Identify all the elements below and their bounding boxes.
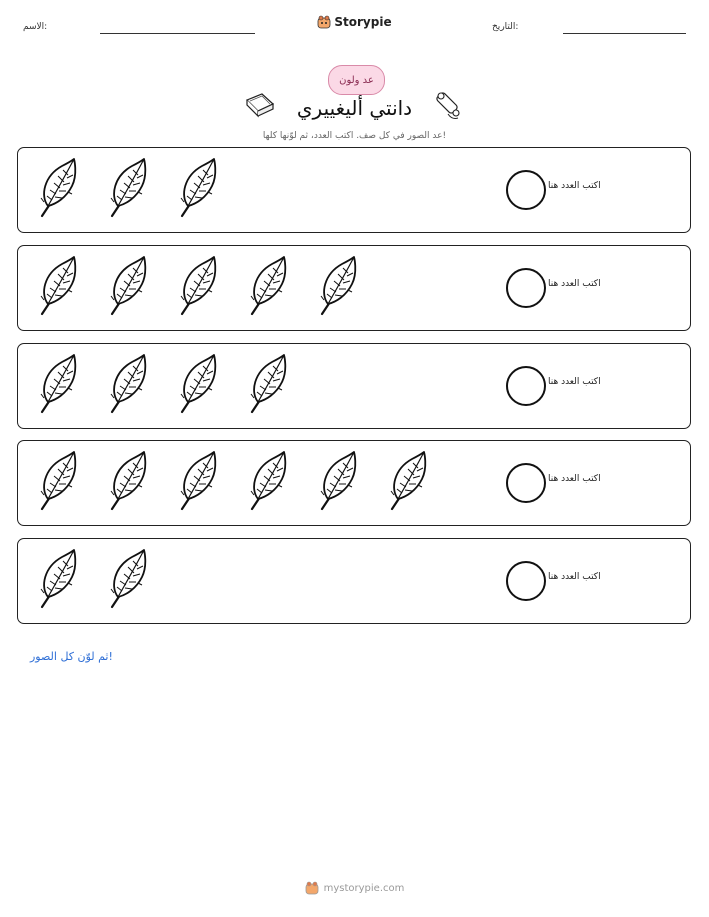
name-line[interactable]	[100, 33, 255, 34]
page-title: دانتي أليغييري	[296, 96, 413, 120]
feather-quill-icon[interactable]	[238, 449, 296, 515]
scroll-icon	[434, 90, 464, 122]
answer-circle[interactable]	[506, 463, 546, 503]
feather-quill-icon[interactable]	[98, 156, 156, 222]
answer-circle[interactable]	[506, 366, 546, 406]
feather-quill-icon[interactable]	[28, 449, 86, 515]
feather-quill-icon[interactable]	[238, 254, 296, 320]
answer-circle[interactable]	[506, 268, 546, 308]
feather-group	[28, 254, 366, 324]
feather-quill-icon[interactable]	[28, 352, 86, 418]
feather-quill-icon[interactable]	[378, 449, 436, 515]
answer-label: اكتب العدد هنا	[548, 572, 601, 582]
instructions: عد الصور في كل صف. اكتب العدد، ثم لوّنها كلها!	[262, 131, 447, 141]
answer-label: اكتب العدد هنا	[548, 279, 601, 289]
feather-quill-icon[interactable]	[98, 254, 156, 320]
footnote: ثم لوّن كل الصور!	[30, 650, 113, 663]
count-and-color-badge: عد ولون	[328, 65, 385, 95]
count-row	[17, 147, 691, 233]
count-row	[17, 343, 691, 429]
storypie-footer-logo-icon	[305, 881, 319, 895]
feather-quill-icon[interactable]	[98, 352, 156, 418]
answer-label: اكتب العدد هنا	[548, 377, 601, 387]
feather-quill-icon[interactable]	[28, 156, 86, 222]
answer-label: اكتب العدد هنا	[548, 181, 601, 191]
feather-quill-icon[interactable]	[98, 547, 156, 613]
feather-quill-icon[interactable]	[168, 156, 226, 222]
answer-label: اكتب العدد هنا	[548, 474, 601, 484]
answer-circle[interactable]	[506, 170, 546, 210]
brand	[0, 14, 709, 33]
feather-quill-icon[interactable]	[168, 254, 226, 320]
feather-quill-icon[interactable]	[238, 352, 296, 418]
name-label: الاسم:	[23, 22, 48, 32]
count-row	[17, 538, 691, 624]
brand-name: Storypie	[334, 15, 392, 29]
count-row	[17, 245, 691, 331]
feather-group	[28, 547, 156, 617]
count-row	[17, 440, 691, 526]
date-label: التاريخ:	[492, 22, 519, 32]
feather-quill-icon[interactable]	[28, 254, 86, 320]
feather-group	[28, 449, 436, 519]
feather-quill-icon[interactable]	[28, 547, 86, 613]
storypie-logo-icon	[317, 15, 331, 29]
feather-group	[28, 352, 296, 422]
feather-quill-icon[interactable]	[308, 449, 366, 515]
footer	[0, 880, 709, 899]
feather-quill-icon[interactable]	[308, 254, 366, 320]
feather-group	[28, 156, 226, 226]
footer-url[interactable]: mystorypie.com	[323, 882, 405, 894]
date-line[interactable]	[563, 33, 686, 34]
feather-quill-icon[interactable]	[168, 352, 226, 418]
feather-quill-icon[interactable]	[168, 449, 226, 515]
answer-circle[interactable]	[506, 561, 546, 601]
feather-quill-icon[interactable]	[98, 449, 156, 515]
